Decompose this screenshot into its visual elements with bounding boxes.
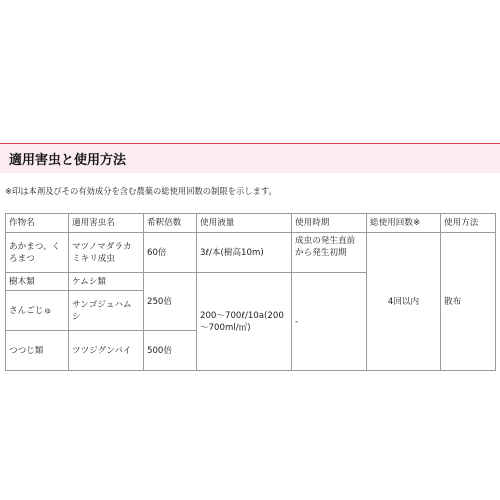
pest-cell: ケムシ類 xyxy=(69,273,144,291)
section-header xyxy=(0,143,500,173)
crop-cell: さんごじゅ xyxy=(6,291,69,331)
pest-cell: ツツジグンバイ xyxy=(69,331,144,371)
table-header-row xyxy=(6,214,496,233)
usage-table xyxy=(5,213,496,371)
pest-cell: サンゴジュハムシ xyxy=(69,291,144,331)
dilution-cell: 500倍 xyxy=(144,331,197,371)
usage-note: ※印は本剤及びその有効成分を含む農薬の総使用回数の制限を示します。 xyxy=(5,186,277,196)
header-volume: 使用液量 xyxy=(197,214,292,233)
crop-cell: つつじ類 xyxy=(6,331,69,371)
header-total-uses: 総使用回数※ xyxy=(367,214,441,233)
crop-cell: 樹木類 xyxy=(6,273,69,291)
method-cell: 散布 xyxy=(441,233,496,371)
header-pest: 適用害虫名 xyxy=(69,214,144,233)
volume-cell: 200～700ℓ/10a(200～700ml/㎡) xyxy=(197,273,292,371)
section-title: 適用害虫と使用方法 xyxy=(9,153,127,168)
crop-cell: あかまつ、くろまつ xyxy=(6,233,69,273)
header-timing: 使用時期 xyxy=(292,214,367,233)
dilution-cell: 60倍 xyxy=(144,233,197,273)
volume-cell: 3ℓ/本(樹高10m) xyxy=(197,233,292,273)
header-crop: 作物名 xyxy=(6,214,69,233)
timing-cell: 成虫の発生直前から発生初期 xyxy=(292,233,367,273)
total-uses-cell: 4回以内 xyxy=(367,233,441,371)
table-row xyxy=(6,233,496,273)
pest-cell: マツノマダラカミキリ成虫 xyxy=(69,233,144,273)
header-method: 使用方法 xyxy=(441,214,496,233)
timing-cell: - xyxy=(292,273,367,371)
header-dilution: 希釈倍数 xyxy=(144,214,197,233)
dilution-cell: 250倍 xyxy=(144,273,197,331)
